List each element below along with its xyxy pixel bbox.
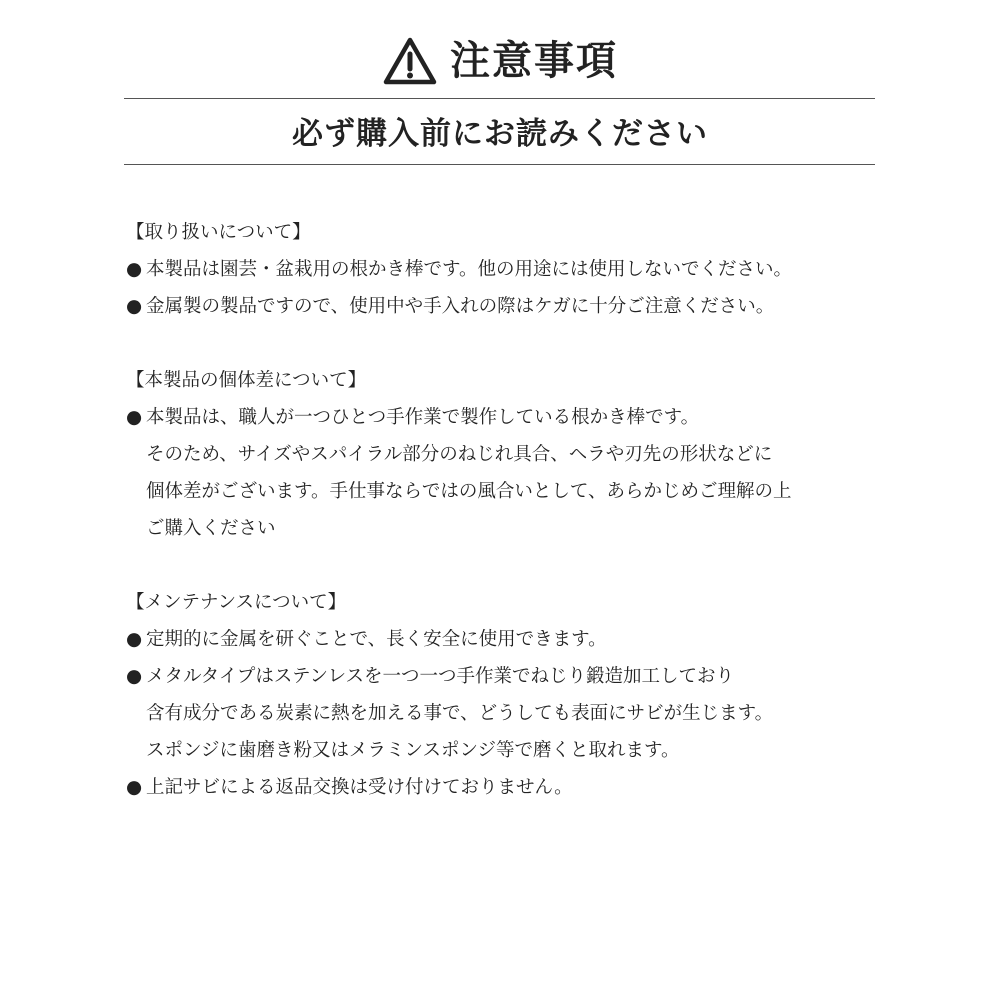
- list-item: [126, 658, 886, 769]
- item-text: 定期的に金属を研ぐことで、長く安全に使用できます。: [146, 629, 607, 650]
- list-item: [126, 769, 886, 806]
- section-heading: 【本製品の個体差について】: [126, 370, 367, 391]
- item-text: 本製品は園芸・盆栽用の根かき棒です。他の用途には使用しないでください。: [146, 259, 793, 280]
- list-item: [126, 621, 886, 658]
- item-text: 金属製の製品ですので、使用中や手入れの際はケガに十分ご注意ください。: [146, 296, 775, 317]
- section-heading: 【取り扱いについて】: [126, 222, 311, 243]
- item-text: スポンジに歯磨き粉又はメラミンスポンジ等で磨くと取れます。: [146, 740, 680, 761]
- item-text: 上記サビによる返品交換は受け付けておりません。: [146, 777, 573, 798]
- item-text: そのため、サイズやスパイラル部分のねじれ具合、ヘラや刃先の形状などに: [146, 444, 773, 465]
- warning-icon: [382, 36, 438, 86]
- bullet-icon: ●: [126, 629, 143, 650]
- section-handling: [126, 214, 886, 325]
- bullet-icon: ●: [126, 259, 143, 280]
- section-maintenance: [126, 584, 886, 806]
- notice-content: [126, 214, 886, 806]
- divider-top: [124, 98, 875, 99]
- bullet-icon: ●: [126, 666, 143, 687]
- page-header: [0, 32, 1000, 90]
- list-item: [126, 288, 886, 325]
- page-title: 注意事項: [450, 38, 618, 84]
- item-text: メタルタイプはステンレスを一つ一つ手作業でねじり鍛造加工しており: [146, 666, 735, 687]
- page-subtitle: 必ず購入前にお読みください: [292, 116, 708, 152]
- item-text: 個体差がございます。手仕事ならではの風合いとして、あらかじめご理解の上: [146, 481, 792, 502]
- bullet-icon: ●: [126, 296, 143, 317]
- list-item: [126, 251, 886, 288]
- section-individual-differences: [126, 362, 886, 547]
- item-text: ご購入ください: [146, 518, 276, 539]
- item-text: 本製品は、職人が一つひとつ手作業で製作している根かき棒です。: [146, 407, 700, 428]
- bullet-icon: ●: [126, 777, 143, 798]
- section-heading: 【メンテナンスについて】: [126, 592, 347, 613]
- bullet-icon: ●: [126, 407, 143, 428]
- divider-bottom: [124, 164, 875, 165]
- item-text: 含有成分である炭素に熱を加える事で、どうしても表面にサビが生じます。: [146, 703, 774, 724]
- list-item: [126, 399, 886, 547]
